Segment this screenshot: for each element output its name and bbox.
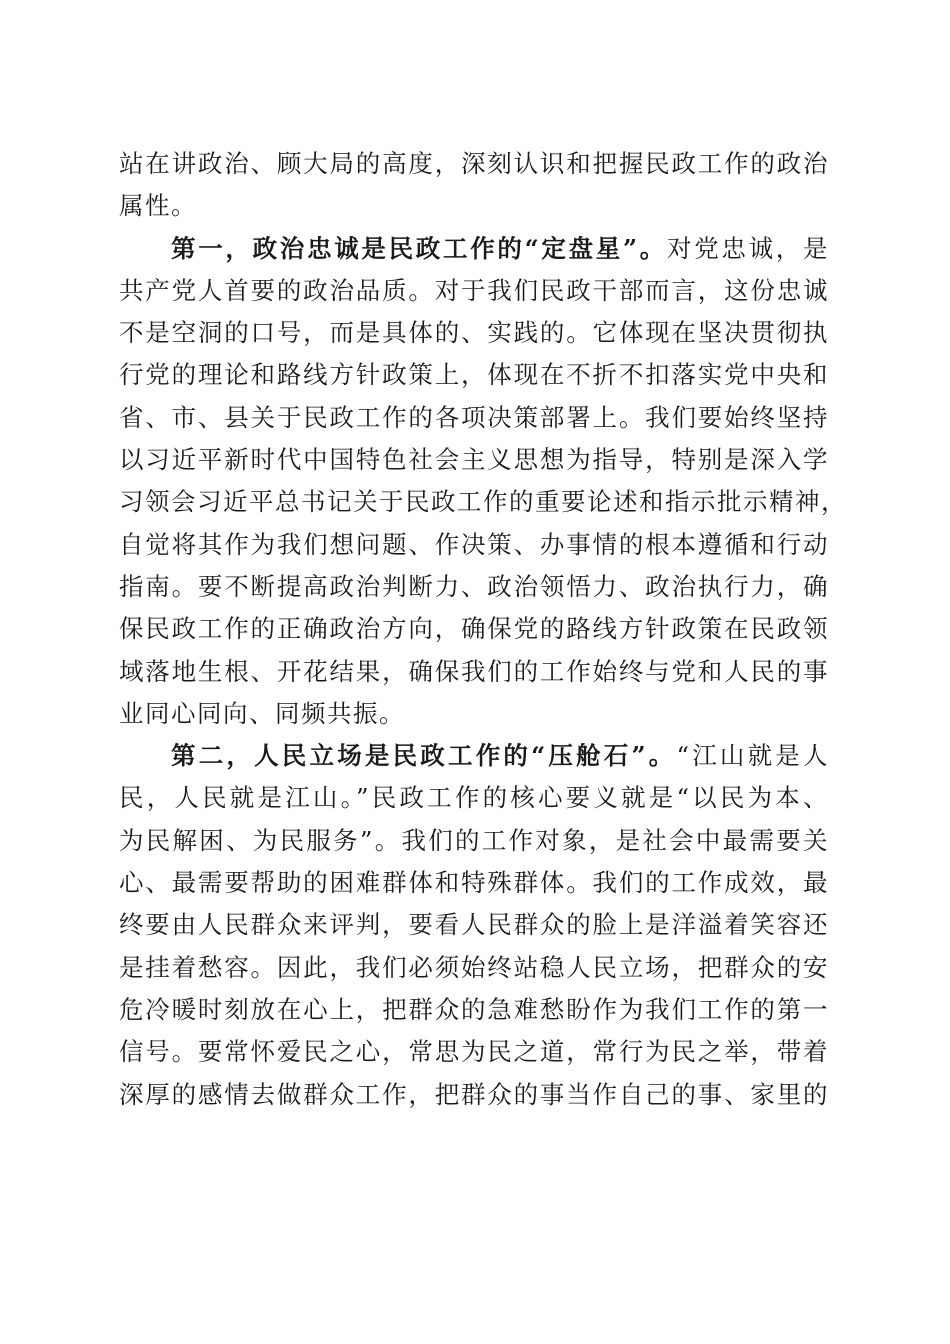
- paragraph-2-line-9: 指南。要不断提高政治判断力、政治领悟力、政治执行力，确: [119, 571, 829, 601]
- paragraph-1-line-1: 站在讲政治、顾大局的高度，深刻认识和把握民政工作的政治: [119, 149, 829, 178]
- paragraph-3-line-4: 心、最需要帮助的困难群体和特殊群体。我们的工作成效，最: [119, 868, 829, 898]
- paragraph-3-line-6: 是挂着愁容。因此，我们必须始终站稳人民立场，把群众的安: [119, 952, 829, 982]
- paragraph-2-line-5: 省、市、县关于民政工作的各项决策部署上。我们要始终坚持: [119, 402, 829, 432]
- paragraph-2-line-7: 习领会习近平总书记关于民政工作的重要论述和指示批示精神，: [119, 487, 847, 517]
- document-body: [119, 143, 847, 1116]
- paragraph-2-line-2: 共产党人首要的政治品质。对于我们民政干部而言，这份忠诚: [119, 275, 829, 305]
- paragraph-3-line-1-rest: “江山就是人: [676, 741, 829, 771]
- paragraph-3-line-7: 危冷暖时刻放在心上，把群众的急难愁盼作为我们工作的第一: [119, 994, 829, 1024]
- paragraph-2-line-4: 行党的理论和路线方针政策上，体现在不折不扣落实党中央和: [119, 360, 829, 390]
- paragraph-3-line-8: 信号。要常怀爱民之心，常思为民之道，常行为民之举，带着: [119, 1037, 829, 1067]
- paragraph-3-line-9: 深厚的感情去做群众工作，把群众的事当作自己的事、家里的: [119, 1079, 829, 1109]
- paragraph-3-line-2: 民，人民就是江山。”民政工作的核心要义就是“以民为本、: [119, 783, 829, 813]
- paragraph-2-line-6: 以习近平新时代中国特色社会主义思想为指导，特别是深入学: [119, 445, 829, 475]
- paragraph-2-line-1: [119, 228, 829, 270]
- paragraph-3-lead: 第二，人民立场是民政工作的“压舱石”。: [171, 741, 677, 771]
- paragraph-2-line-12: 业同心同向、同频共振。: [119, 698, 405, 728]
- paragraph-3-line-1: [119, 735, 829, 777]
- paragraph-2-line-10: 保民政工作的正确政治方向，确保党的路线方针政策在民政领: [119, 614, 829, 644]
- paragraph-2-line-3: 不是空洞的口号，而是具体的、实践的。它体现在坚决贯彻执: [119, 318, 829, 348]
- paragraph-3-line-3: 为民解困、为民服务”。我们的工作对象，是社会中最需要关: [119, 825, 829, 855]
- paragraph-3-line-5: 终要由人民群众来评判，要看人民群众的脸上是洋溢着笑容还: [119, 910, 829, 940]
- paragraph-1-line-2: 属性。: [119, 191, 197, 221]
- paragraph-2-lead: 第一，政治忠诚是民政工作的“定盘星”。: [171, 233, 667, 263]
- paragraph-2-line-8: 自觉将其作为我们想问题、作决策、办事情的根本遵循和行动: [119, 529, 829, 559]
- paragraph-2-line-1-rest: 对党忠诚，是: [667, 233, 830, 263]
- paragraph-2-line-11: 域落地生根、开花结果，确保我们的工作始终与党和人民的事: [119, 656, 829, 686]
